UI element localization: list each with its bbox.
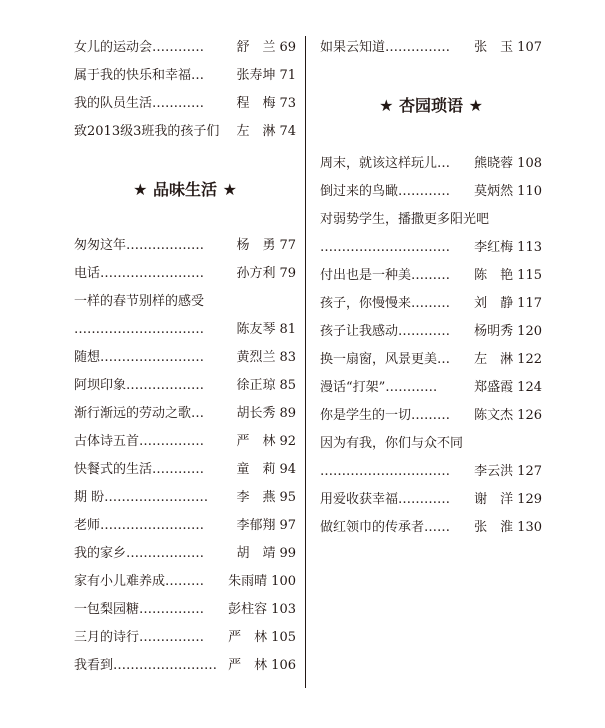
entry-leader-dots: … xyxy=(191,406,205,421)
entry-leader-dots: … xyxy=(437,352,451,367)
column-divider xyxy=(305,36,306,688)
entry-title: 因为有我，你们与众不同 xyxy=(320,436,464,451)
entry-author: 胡长秀 xyxy=(236,406,276,421)
entry-page-number: 127 xyxy=(517,464,542,479)
entry-title: 我的队员生活 xyxy=(74,96,153,111)
entry-leader-dots: …………… xyxy=(139,630,205,645)
toc-entry xyxy=(320,514,542,542)
entry-page-number: 113 xyxy=(517,240,542,255)
entry-page-number: 120 xyxy=(517,324,542,339)
entry-title: 换一扇窗，风景更美 xyxy=(320,352,438,367)
entry-author: 谢 洋 xyxy=(474,492,514,507)
toc-entry xyxy=(74,260,296,288)
entry-leader-dots: ………… xyxy=(398,184,451,199)
entry-author: 舒 兰 xyxy=(236,40,276,55)
entry-page-number: 124 xyxy=(517,380,542,395)
entry-page-number: 73 xyxy=(279,96,296,111)
toc-entry xyxy=(74,596,296,624)
entry-author: 左 淋 xyxy=(236,124,276,139)
toc-entry xyxy=(320,262,542,290)
section-heading: ★ 杏园琐语 ★ xyxy=(379,96,483,115)
entry-author: 程 梅 xyxy=(236,96,276,111)
entry-leader-dots: ………… xyxy=(398,324,451,339)
entry-author: 胡 靖 xyxy=(236,546,276,561)
toc-entry xyxy=(74,118,296,146)
entry-title: 阿坝印象 xyxy=(74,378,127,393)
toc-entry xyxy=(74,400,296,428)
entry-title: 家有小儿难养成 xyxy=(74,574,166,589)
entry-title: 属于我的快乐和幸福 xyxy=(74,68,192,83)
entry-title: 对弱势学生，播撒更多阳光吧 xyxy=(320,212,490,227)
entry-leader-dots: ………………………… xyxy=(74,322,204,337)
entry-title: 我的家乡 xyxy=(74,546,127,561)
entry-title: 老师 xyxy=(74,518,101,533)
section-heading: ★ 品味生活 ★ xyxy=(133,180,237,199)
entry-title: 如果云知道 xyxy=(320,40,386,55)
entry-page-number: 97 xyxy=(279,518,296,533)
toc-entry xyxy=(320,374,542,402)
entry-title: 付出也是一种美 xyxy=(320,268,412,283)
entry-page-number: 83 xyxy=(279,350,296,365)
entry-author: 李郁翔 xyxy=(236,518,276,533)
entry-author: 左 淋 xyxy=(474,352,514,367)
toc-entry xyxy=(74,90,296,118)
entry-leader-dots: …………………… xyxy=(104,490,209,505)
entry-author: 彭柱容 xyxy=(228,602,268,617)
entry-page-number: 122 xyxy=(517,352,542,367)
entry-author: 童 莉 xyxy=(236,462,276,477)
toc-entry xyxy=(320,234,542,262)
entry-title: 古体诗五首 xyxy=(74,434,140,449)
toc-entry xyxy=(74,428,296,456)
toc-entry xyxy=(74,540,296,568)
toc-entry xyxy=(320,290,542,318)
toc-entry xyxy=(320,458,542,486)
entry-author: 严 林 xyxy=(228,630,268,645)
entry-page-number: 95 xyxy=(279,490,296,505)
entry-leader-dots: …… xyxy=(424,520,451,535)
entry-author: 张寿坤 xyxy=(236,68,276,83)
entry-leader-dots: …………… xyxy=(139,434,205,449)
entry-leader-dots: ………… xyxy=(398,492,451,507)
entry-page-number: 129 xyxy=(517,492,542,507)
entry-page-number: 94 xyxy=(279,462,296,477)
entry-page-number: 130 xyxy=(517,520,542,535)
entry-leader-dots: ………… xyxy=(152,96,205,111)
entry-title: 电话 xyxy=(74,266,101,281)
entry-leader-dots: …………… xyxy=(385,40,451,55)
entry-title: 快餐式的生活 xyxy=(74,462,153,477)
entry-title: 致2013级3班我的孩子们 xyxy=(74,124,220,139)
entry-author: 莫炳然 xyxy=(474,184,514,199)
toc-entry xyxy=(320,402,542,430)
entry-leader-dots: …………………… xyxy=(100,266,205,281)
entry-leader-dots: ………… xyxy=(152,40,205,55)
entry-author: 杨明秀 xyxy=(474,324,514,339)
toc-right-column xyxy=(320,34,542,542)
entry-leader-dots: ……… xyxy=(411,408,451,423)
entry-title: 孩子让我感动 xyxy=(320,324,399,339)
toc-entry xyxy=(320,486,542,514)
entry-leader-dots: ……………… xyxy=(126,378,205,393)
entry-author: 李云洪 xyxy=(474,464,514,479)
entry-leader-dots: ………… xyxy=(152,462,205,477)
entry-page-number: 81 xyxy=(279,322,296,337)
entry-leader-dots: …………………… xyxy=(113,658,218,673)
entry-title: 倒过来的鸟瞰 xyxy=(320,184,399,199)
entry-author: 朱雨晴 xyxy=(228,574,268,589)
toc-entry xyxy=(320,430,542,458)
entry-page-number: 106 xyxy=(271,658,296,673)
entry-leader-dots: ……… xyxy=(411,268,451,283)
toc-entry xyxy=(74,568,296,596)
entry-author: 徐正琼 xyxy=(236,378,276,393)
entry-page-number: 85 xyxy=(279,378,296,393)
toc-left-column xyxy=(74,34,296,680)
toc-entry xyxy=(320,318,542,346)
entry-page-number: 74 xyxy=(279,124,296,139)
toc-entry xyxy=(74,34,296,62)
entry-title: 做红领巾的传承者 xyxy=(320,520,425,535)
entry-author: 张 淮 xyxy=(474,520,514,535)
entry-leader-dots: ……………… xyxy=(126,238,205,253)
entry-title: 随想 xyxy=(74,350,101,365)
entry-title: 渐行渐远的劳动之歌 xyxy=(74,406,192,421)
entry-page-number: 103 xyxy=(271,602,296,617)
entry-author: 李红梅 xyxy=(474,240,514,255)
entry-page-number: 69 xyxy=(279,40,296,55)
toc-entry xyxy=(74,372,296,400)
entry-author: 陈 艳 xyxy=(474,268,514,283)
toc-entry xyxy=(320,34,542,62)
toc-entry xyxy=(74,62,296,90)
entry-title: 匆匆这年 xyxy=(74,238,127,253)
entry-author: 张 玉 xyxy=(474,40,514,55)
entry-leader-dots: ……………… xyxy=(126,546,205,561)
toc-entry xyxy=(74,344,296,372)
entry-leader-dots: ……… xyxy=(165,574,205,589)
entry-page-number: 77 xyxy=(279,238,296,253)
entry-leader-dots: …………………… xyxy=(100,350,205,365)
toc-entry xyxy=(74,232,296,260)
entry-title: 周末，就该这样玩儿 xyxy=(320,156,438,171)
entry-leader-dots: ………………………… xyxy=(320,464,450,479)
entry-leader-dots: ………………………… xyxy=(320,240,450,255)
entry-title: 女儿的运动会 xyxy=(74,40,153,55)
entry-page-number: 71 xyxy=(279,68,296,83)
entry-page-number: 107 xyxy=(517,40,542,55)
entry-page-number: 79 xyxy=(279,266,296,281)
toc-entry xyxy=(74,316,296,344)
entry-author: 熊晓蓉 xyxy=(474,156,514,171)
entry-leader-dots: … xyxy=(191,68,205,83)
entry-leader-dots: … xyxy=(437,156,451,171)
entry-page-number: 117 xyxy=(517,296,542,311)
entry-author: 陈友琴 xyxy=(236,322,276,337)
toc-entry xyxy=(74,652,296,680)
entry-author: 李 燕 xyxy=(236,490,276,505)
entry-title: 孩子，你慢慢来 xyxy=(320,296,412,311)
entry-author: 郑盛霞 xyxy=(474,380,514,395)
entry-leader-dots: ……… xyxy=(411,296,451,311)
entry-title: 用爱收获幸福 xyxy=(320,492,399,507)
entry-page-number: 108 xyxy=(517,156,542,171)
entry-leader-dots: …………… xyxy=(139,602,205,617)
entry-title: 一包梨园糖 xyxy=(74,602,140,617)
entry-title: 我看到 xyxy=(74,658,114,673)
entry-author: 严 林 xyxy=(236,434,276,449)
entry-title: 期 盼 xyxy=(74,490,105,505)
entry-page-number: 100 xyxy=(271,574,296,589)
toc-entry xyxy=(74,624,296,652)
entry-page-number: 126 xyxy=(517,408,542,423)
entry-author: 杨 勇 xyxy=(236,238,276,253)
entry-title: 漫话“打架” xyxy=(320,380,386,395)
entry-leader-dots: …………………… xyxy=(100,518,205,533)
entry-page-number: 92 xyxy=(279,434,296,449)
entry-author: 孙方利 xyxy=(236,266,276,281)
toc-entry xyxy=(320,150,542,178)
toc-entry xyxy=(74,512,296,540)
entry-leader-dots: ………… xyxy=(385,380,438,395)
entry-author: 刘 静 xyxy=(474,296,514,311)
toc-entry xyxy=(74,456,296,484)
entry-page-number: 105 xyxy=(271,630,296,645)
entry-page-number: 115 xyxy=(517,268,542,283)
entry-author: 陈文杰 xyxy=(474,408,514,423)
toc-entry xyxy=(320,178,542,206)
entry-page-number: 89 xyxy=(279,406,296,421)
toc-entry xyxy=(74,288,296,316)
toc-entry xyxy=(320,206,542,234)
toc-entry xyxy=(320,346,542,374)
entry-title: 你是学生的一切 xyxy=(320,408,412,423)
entry-title: 一样的春节别样的感受 xyxy=(74,294,205,309)
entry-page-number: 99 xyxy=(279,546,296,561)
entry-author: 严 林 xyxy=(228,658,268,673)
entry-page-number: 110 xyxy=(517,184,542,199)
entry-title: 三月的诗行 xyxy=(74,630,140,645)
toc-entry xyxy=(74,484,296,512)
entry-author: 黄烈兰 xyxy=(236,350,276,365)
